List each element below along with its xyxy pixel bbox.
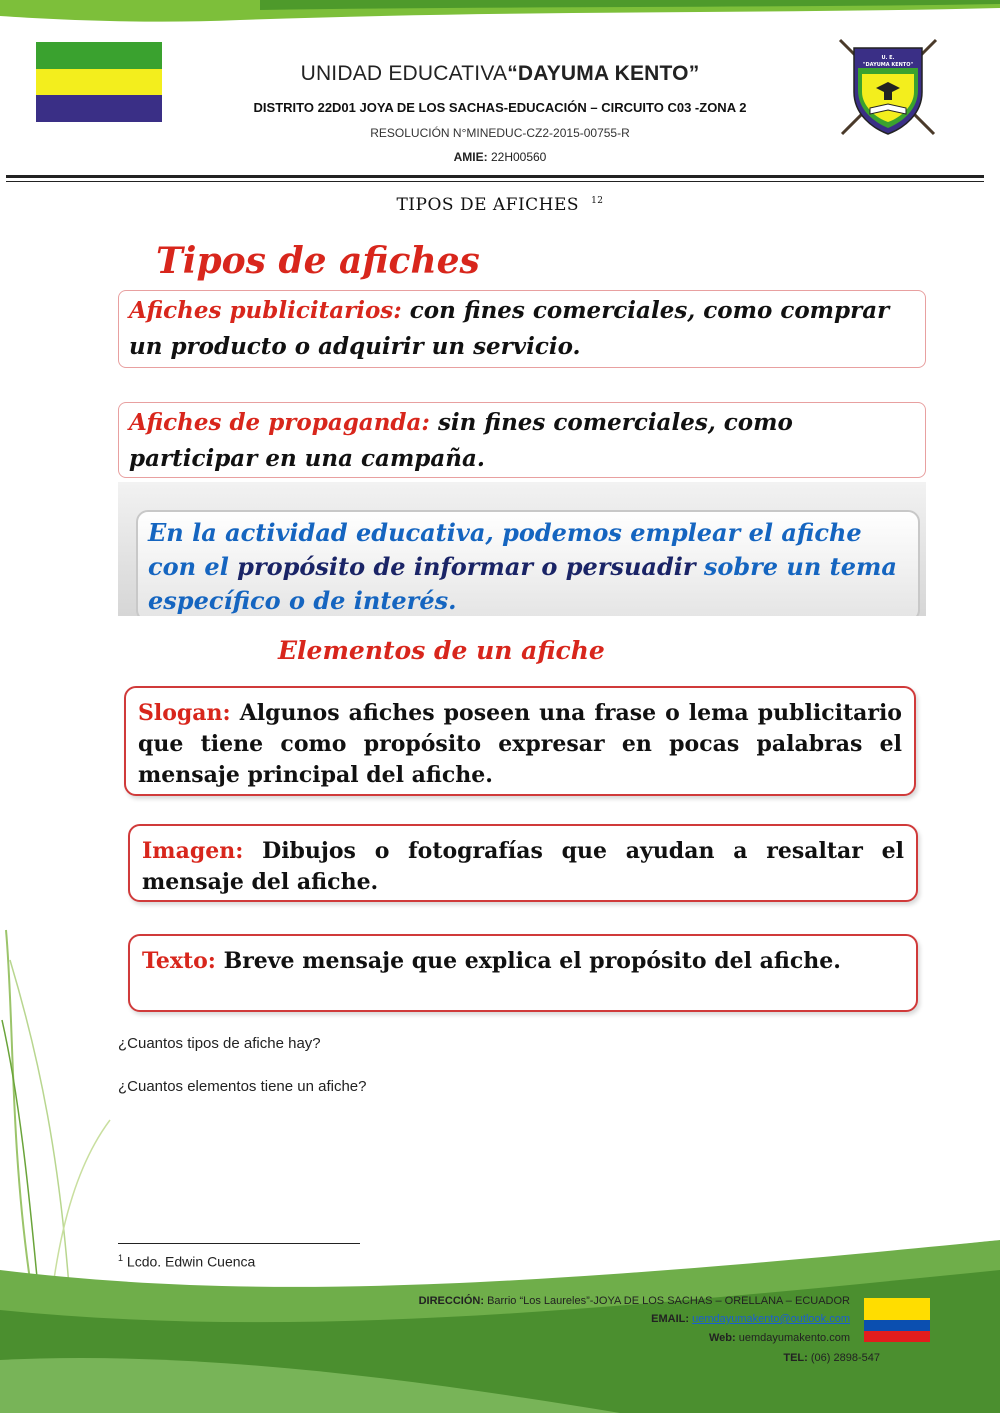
school-name-bold: “DAYUMA KENTO”	[507, 62, 700, 85]
ecuador-flag-red	[864, 1331, 930, 1342]
slogan-label: Slogan:	[138, 700, 231, 726]
email-label: EMAIL:	[651, 1313, 690, 1325]
amie-label: AMIE:	[453, 150, 488, 164]
tel-label: TEL:	[783, 1352, 808, 1364]
crest-text-1: U. E.	[881, 55, 895, 61]
contact-email	[651, 1313, 850, 1325]
web-value: uemdayumakento.com	[738, 1332, 850, 1344]
ecuador-flag	[864, 1298, 930, 1342]
texto-label: Texto:	[142, 948, 216, 974]
document-title-text: TIPOS DE AFICHES	[396, 195, 580, 215]
educativa-text-3: sobre un tema específico o de interés.	[148, 552, 897, 615]
footnote-text: Lcdo. Edwin Cuenca	[126, 1253, 256, 1270]
web-label: Web:	[708, 1332, 736, 1344]
imagen-text: Dibujos o fotografías que ayudan a resaltar el mensaje del afiche.	[142, 838, 904, 895]
ecuador-flag-yellow	[864, 1298, 930, 1320]
document-title	[0, 195, 1000, 215]
element-box-imagen	[128, 824, 918, 902]
propaganda-label: Afiches de propaganda:	[129, 409, 430, 436]
footnote-number: 1	[118, 1253, 124, 1263]
header-divider-thin	[6, 181, 984, 182]
tel-value: (06) 2898-547	[810, 1352, 880, 1364]
question-2: ¿Cuantos elementos tiene un afiche?	[118, 1078, 367, 1095]
educativa-text-2: propósito de informar o persuadir	[237, 552, 696, 581]
poster-box-publicitarios	[118, 290, 926, 368]
email-link[interactable]: uemdayumakento@outlook.com	[692, 1313, 850, 1325]
imagen-label: Imagen:	[142, 838, 244, 864]
contact-tel	[783, 1352, 880, 1364]
poster-title: Tipos de afiches	[156, 240, 480, 282]
top-decoration	[0, 0, 1000, 30]
educativa-text-1: En la actividad educativa, podemos emplear el afiche con el	[148, 518, 862, 581]
poster-tipos-de-afiches	[118, 232, 926, 616]
address-label: DIRECCIÓN:	[418, 1295, 484, 1307]
amie-line	[0, 150, 1000, 164]
propaganda-text: sin fines comerciales, como participar en una campaña.	[129, 409, 793, 472]
address-value: Barrio “Los Laureles”-JOYA DE LOS SACHAS – ORELLANA – ECUADOR	[487, 1295, 850, 1307]
footnote	[118, 1253, 255, 1270]
element-box-texto	[128, 934, 918, 1012]
question-1: ¿Cuantos tipos de afiche hay?	[118, 1035, 321, 1052]
element-box-slogan	[124, 686, 916, 796]
texto-text: Breve mensaje que explica el propósito del afiche.	[223, 948, 841, 974]
resolution-line: RESOLUCIÓN N°MINEDUC-CZ2-2015-00755-R	[370, 126, 630, 140]
ecuador-flag-blue	[864, 1320, 930, 1331]
footnote-divider	[118, 1243, 360, 1244]
contact-web	[709, 1332, 850, 1344]
poster-box-educativa	[136, 510, 920, 616]
slogan-text: Algunos afiches poseen una frase o lema publicitario que tiene como propósito expresar en pocas palabras el mensaje principal del afiche.	[138, 700, 902, 788]
poster-box-propaganda	[118, 402, 926, 478]
school-prefix: UNIDAD EDUCATIVA	[300, 62, 508, 85]
header-divider-thick	[6, 175, 984, 178]
publicitarios-text: con fines comerciales, como comprar un producto o adquirir un servicio.	[129, 297, 890, 360]
publicitarios-label: Afiches publicitarios:	[129, 297, 402, 324]
district-line: DISTRITO 22D01 JOYA DE LOS SACHAS-EDUCACIÓN – CIRCUITO C03 -ZONA 2	[253, 100, 747, 115]
amie-value: 22H00560	[490, 150, 547, 164]
elementos-title: Elementos de un afiche	[278, 636, 605, 665]
school-crest-icon	[832, 34, 944, 140]
footnote-reference: 12	[591, 196, 604, 207]
crest-text-2: "DAYUMA KENTO"	[862, 62, 914, 68]
contact-address	[419, 1295, 850, 1307]
